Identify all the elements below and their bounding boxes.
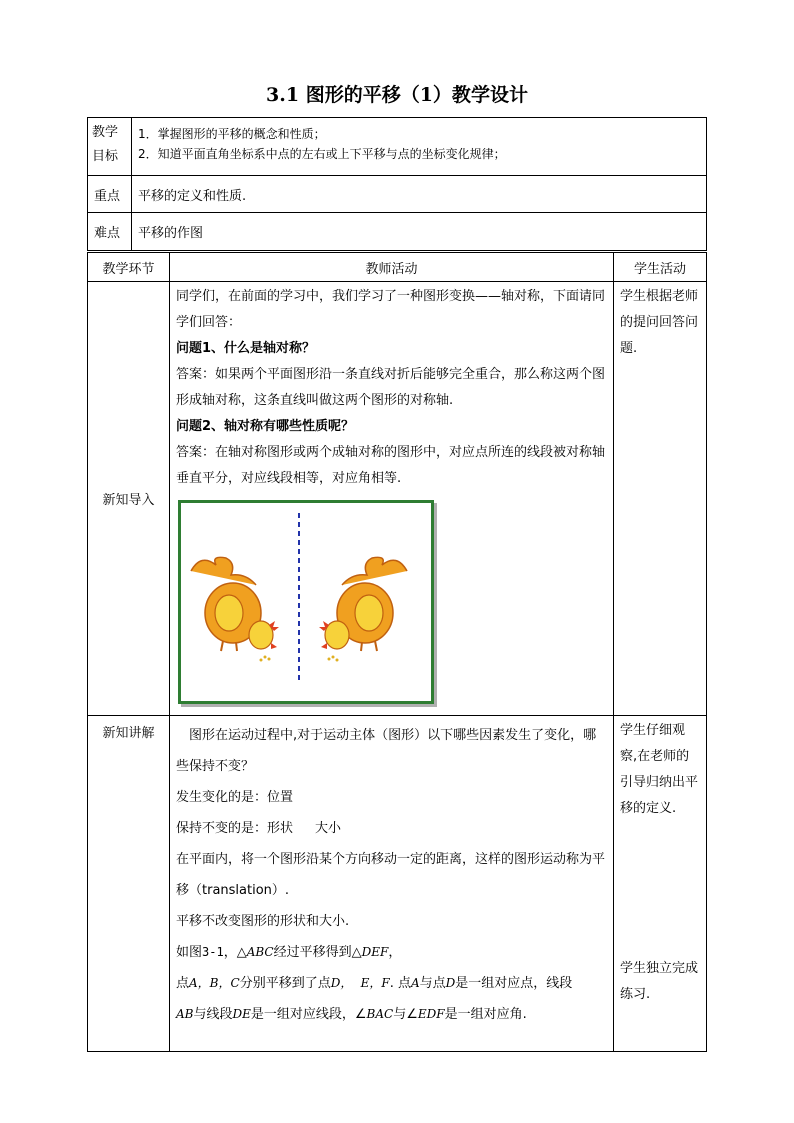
key-point-row	[88, 176, 707, 213]
section2-teacher	[170, 716, 614, 1052]
header-teacher: 教师活动	[170, 253, 614, 282]
difficulty-label: 难点	[88, 213, 132, 251]
pts-text-b: 分别平移到了点	[239, 976, 331, 991]
triangle-def: DEF	[361, 945, 389, 959]
section1-row	[88, 282, 707, 716]
point-d: D，	[330, 976, 353, 990]
left-hen	[191, 557, 279, 661]
key-point-text: 平移的定义和性质.	[132, 176, 707, 213]
ex-text-b: ，△	[223, 945, 247, 960]
key-point-label: 重点	[88, 176, 132, 213]
triangle-abc: ABC	[246, 945, 274, 959]
section1-question2: 问题2、轴对称有哪些性质呢？	[176, 419, 355, 434]
section2-paragraph3	[176, 813, 607, 844]
section1-answer2: 答案：在轴对称图形或两个成轴对称的图形中，对应点所连的线段被对称轴垂直平分，对应线段相等，对应角相等.	[176, 445, 606, 486]
seg-text-b: 是一组对应线段，∠	[250, 1007, 367, 1022]
ex-text-a: 如图	[176, 945, 203, 960]
activity-table	[87, 252, 707, 1052]
pts-text-a: 点	[176, 976, 190, 991]
hens-illustration	[181, 503, 431, 701]
section2-segments	[176, 999, 607, 1030]
objective-item-1: 1．掌握图形的平移的概念和性质；	[138, 127, 326, 141]
header-student: 学生活动	[614, 253, 707, 282]
ex-text-c: 经过平移得到△	[273, 945, 362, 960]
objectives-row	[88, 118, 707, 176]
page-title: 3.1 图形的平移（1）教学设计	[266, 84, 528, 106]
seg-text-a: 与线段	[193, 1007, 233, 1022]
objectives-content	[132, 118, 707, 176]
pts-text-c: . 点	[389, 976, 411, 991]
section2-student-note2: 学生独立完成练习.	[620, 961, 699, 1002]
section2-paragraph2: 发生变化的是：位置	[176, 790, 294, 805]
pts-text-f: 与点	[419, 976, 446, 991]
difficulty-row	[88, 213, 707, 251]
unchanged-label: 保持不变的是：形状	[176, 821, 294, 836]
objectives-table	[87, 117, 707, 251]
section2-points	[176, 968, 607, 999]
section2-student-note1: 学生仔细观察,在老师的引导归纳出平移的定义.	[620, 723, 699, 816]
objectives-label	[88, 118, 132, 176]
unchanged-size: 大小	[315, 821, 342, 836]
section2-student	[614, 716, 707, 1052]
section2-property: 平移不改变图形的形状和大小.	[176, 914, 350, 929]
seg-text-d: 是一组对应角.	[444, 1007, 527, 1022]
section2-stage: 新知讲解	[88, 716, 170, 1052]
ex-figure-ref: 3-1	[202, 945, 224, 959]
objectives-label-line1: 教学	[92, 125, 119, 140]
angle-edf: EDF	[417, 1007, 445, 1021]
points-abc: A，B，C	[189, 976, 240, 990]
difficulty-text: 平移的作图	[132, 213, 707, 251]
segment-ab: AB	[176, 1007, 194, 1021]
section2-example	[176, 937, 607, 968]
section2-paragraph1: 图形在运动过程中,对于运动主体（图形）以下哪些因素发生了变化，哪些保持不变？	[176, 728, 597, 774]
angle-bac: BAC	[366, 1007, 394, 1021]
header-stage: 教学环节	[88, 253, 170, 282]
ex-text-d: ，	[388, 945, 402, 960]
right-hen	[319, 557, 407, 661]
section1-teacher	[170, 282, 614, 716]
section1-intro: 同学们，在前面的学习中，我们学习了一种图形变换——轴对称，下面请同学们回答：	[176, 289, 606, 330]
points-ef: E，F	[360, 976, 390, 990]
objective-item-2: 2．知道平面直角坐标系中点的左右或上下平移与点的坐标变化规律；	[138, 147, 506, 161]
point-d2: D	[445, 976, 456, 990]
seg-text-c: 与∠	[393, 1007, 418, 1022]
objectives-label-line2: 目标	[92, 149, 119, 164]
axial-symmetry-figure	[178, 500, 434, 704]
segment-de: DE	[232, 1007, 251, 1021]
section1-answer1: 答案：如果两个平面图形沿一条直线对折后能够完全重合，那么称这两个图形成轴对称，这条直线叫做这两个图形的对称轴.	[176, 367, 606, 408]
section1-stage: 新知导入	[88, 282, 170, 716]
point-a: A	[410, 976, 420, 990]
section1-student: 学生根据老师的提问回答问题.	[614, 282, 707, 716]
section2-row	[88, 716, 707, 1052]
header-row	[88, 253, 707, 282]
section1-question1: 问题1、什么是轴对称？	[176, 341, 316, 356]
section2-definition: 在平面内，将一个图形沿某个方向移动一定的距离，这样的图形运动称为平移（translation）.	[176, 852, 606, 898]
pts-text-g: 是一组对应点，线段	[455, 976, 573, 991]
